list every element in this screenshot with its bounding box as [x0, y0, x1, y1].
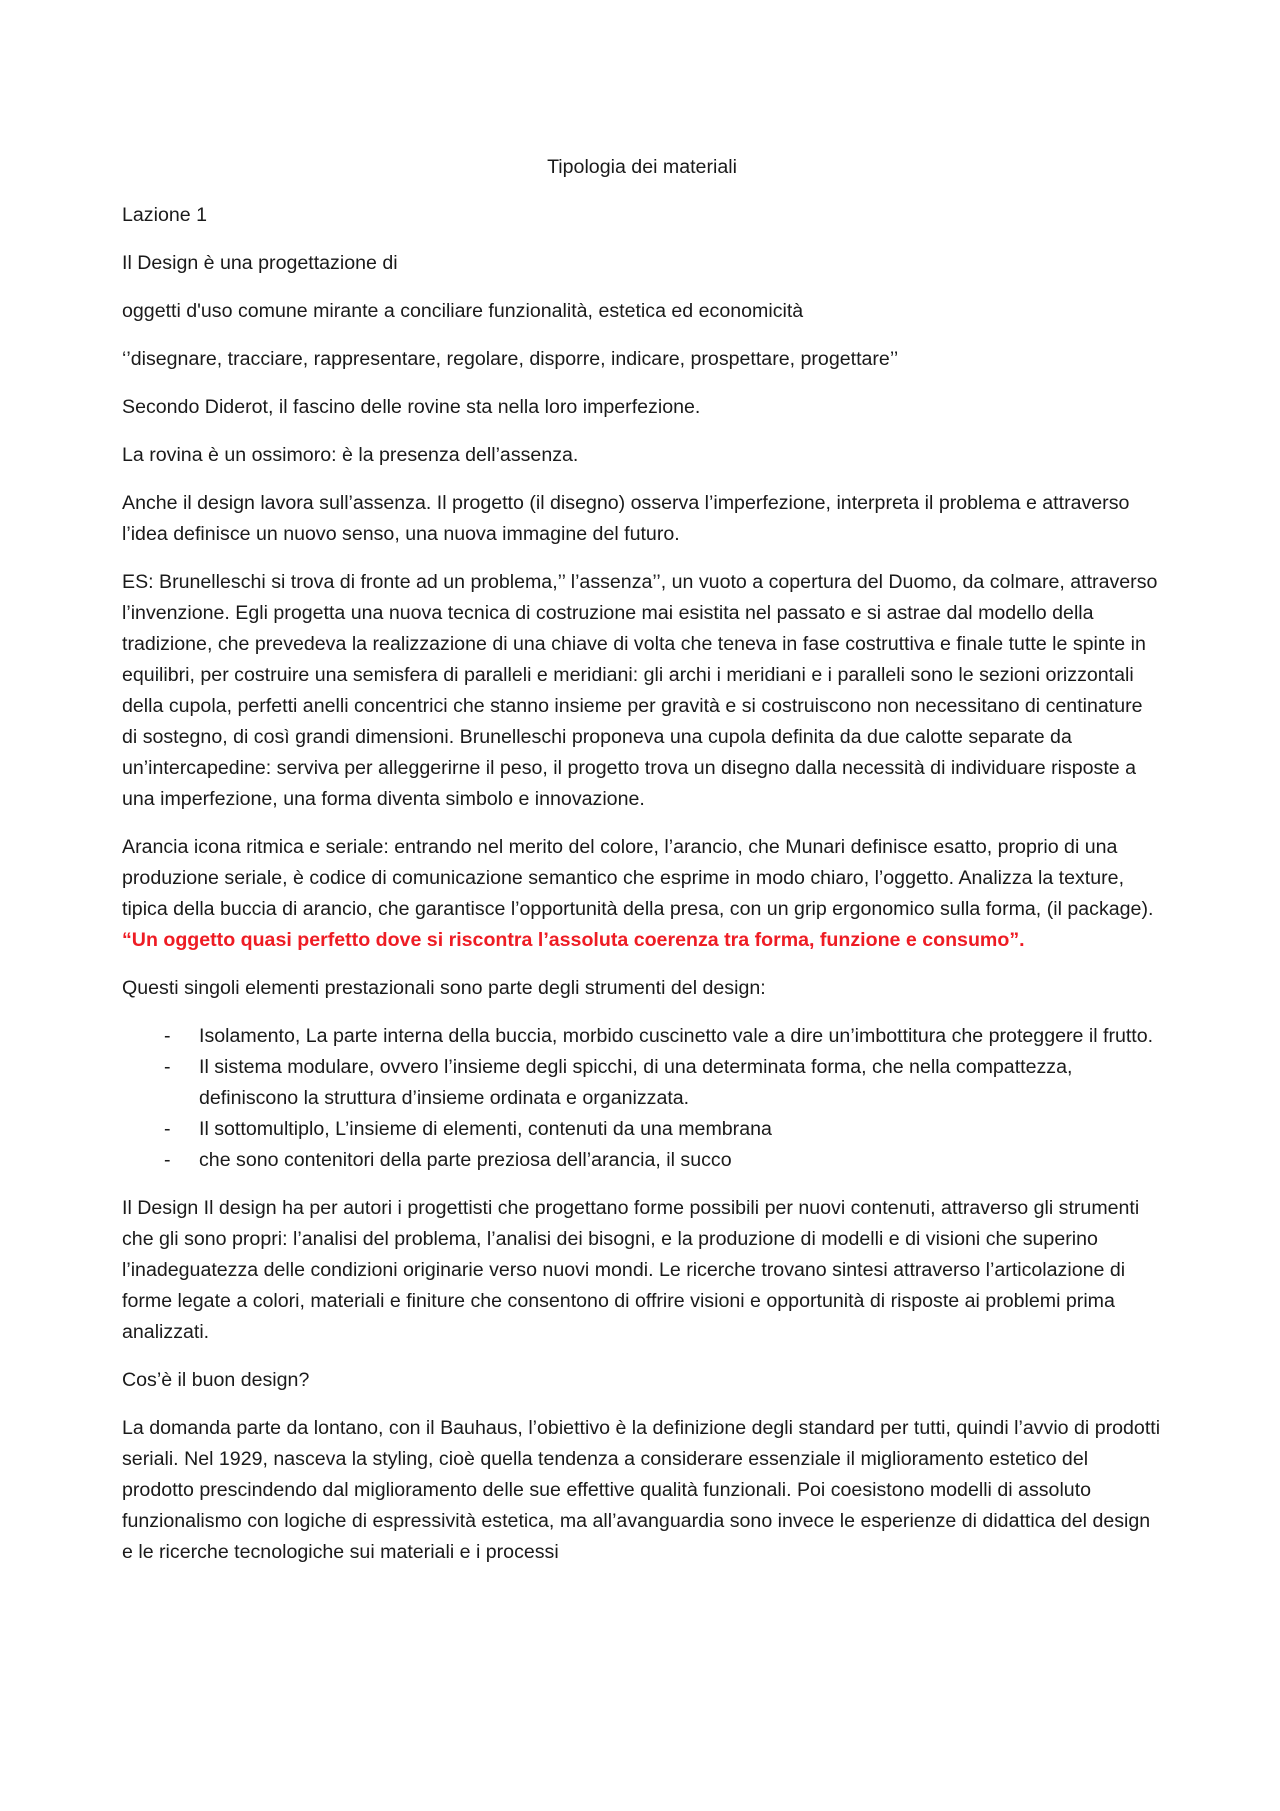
elements-list — [122, 1021, 1162, 1176]
paragraph: oggetti d'uso comune mirante a conciliare funzionalità, estetica ed economicità — [122, 300, 804, 322]
arancia-text: Arancia icona ritmica e seriale: entrando nel merito del colore, l’arancio, che Munari definisce esatto, proprio di una produzione seriale, è codice di comunicazione semantico che esprime in modo chiaro, l’oggetto. Analizza la texture, tipica della buccia di arancio, che garantisce l’opportunità della presa, con un grip ergonomico sulla forma, (il package). — [122, 836, 1154, 920]
paragraph: La rovina è un ossimoro: è la presenza dell’assenza. — [122, 444, 579, 466]
paragraph: La domanda parte da lontano, con il Bauhaus, l’obiettivo è la definizione degli standard per tutti, quindi l’avvio di prodotti seriali. Nel 1929, nasceva la styling, cioè quella tendenza a considerare essenziale il miglioramento estetico del prodotto prescindendo dal miglioramento delle sue effettive qualità funzionali. Poi coesistono modelli di assoluto funzionalismo con logiche di espressività estetica, ma all’avanguardia sono invece le esperienze di didattica del design e le ricerche tecnologiche sui materiali e i processi — [122, 1417, 1161, 1563]
list-item-text: che sono contenitori della parte preziosa dell’arancia, il succo — [199, 1149, 732, 1171]
list-item — [122, 1021, 1162, 1052]
document-page — [122, 152, 1162, 1585]
list-bullet: - — [164, 1118, 171, 1140]
list-item-text: Il sistema modulare, ovvero l’insieme degli spicchi, di una determinata forma, che nella compattezza, definiscono la struttura d’insieme ordinata e organizzata. — [199, 1056, 1073, 1109]
paragraph: Il Design è una progettazione di — [122, 252, 398, 274]
paragraph: ‘’disegnare, tracciare, rappresentare, regolare, disporre, indicare, prospettare, progettare’’ — [122, 348, 899, 370]
arancia-paragraph — [122, 832, 1162, 956]
list-item-text: Il sottomultiplo, L’insieme di elementi, contenuti da una membrana — [199, 1118, 772, 1140]
list-item — [122, 1052, 1162, 1114]
paragraph: ES: Brunelleschi si trova di fronte ad un problema,’’ l’assenza’’, un vuoto a copertura del Duomo, da colmare, attraverso l’invenzione. Egli progetta una nuova tecnica di costruzione mai esistita nel passato e si astrae dal modello della tradizione, che prevedeva la realizzazione di una chiave di volta che teneva in fase costruttiva e finale tutte le spinte in equilibri, per costruire una semisfera di paralleli e meridiani: gli archi i meridiani e i paralleli sono le sezioni orizzontali della cupola, perfetti anelli concentrici che stanno insieme per gravità e si costruiscono non necessitano di centinature di sostegno, di così grandi dimensioni. Brunelleschi proponeva una cupola definita da due calotte separate da un’intercapedine: serviva per alleggerirne il peso, il progetto trova un disegno dalla necessità di individuare risposte a una imperfezione, una forma diventa simbolo e innovazione. — [122, 571, 1158, 810]
list-intro: Questi singoli elementi prestazionali sono parte degli strumenti del design: — [122, 977, 766, 999]
paragraph: Anche il design lavora sull’assenza. Il progetto (il disegno) osserva l’imperfezione, interpreta il problema e attraverso l’idea definisce un nuovo senso, una nuova immagine del futuro. — [122, 492, 1130, 545]
list-bullet: - — [164, 1149, 171, 1171]
list-item-text: Isolamento, La parte interna della buccia, morbido cuscinetto vale a dire un’imbottitura che proteggere il frutto. — [199, 1025, 1154, 1047]
list-bullet: - — [164, 1056, 171, 1078]
list-item — [122, 1114, 1162, 1145]
paragraph: Il Design Il design ha per autori i progettisti che progettano forme possibili per nuovi contenuti, attraverso gli strumenti che gli sono propri: l’analisi del problema, l’analisi dei bisogni, e la produzione di modelli e di visioni che superino l’inadeguatezza delle condizioni originarie verso nuovi mondi. Le ricerche trovano sintesi attraverso l’articolazione di forme legate a colori, materiali e finiture che consentono di offrire visioni e opportunità di risposte ai problemi prima analizzati. — [122, 1197, 1140, 1343]
page-title: Tipologia dei materiali — [547, 156, 737, 178]
list-bullet: - — [164, 1025, 171, 1047]
section-question: Cos’è il buon design? — [122, 1369, 310, 1391]
paragraph: Secondo Diderot, il fascino delle rovine sta nella loro imperfezione. — [122, 396, 701, 418]
list-item — [122, 1145, 1162, 1176]
lesson-heading: Lazione 1 — [122, 204, 207, 226]
highlighted-quote: “Un oggetto quasi perfetto dove si riscontra l’assoluta coerenza tra forma, funzione e consumo”. — [122, 929, 1025, 951]
